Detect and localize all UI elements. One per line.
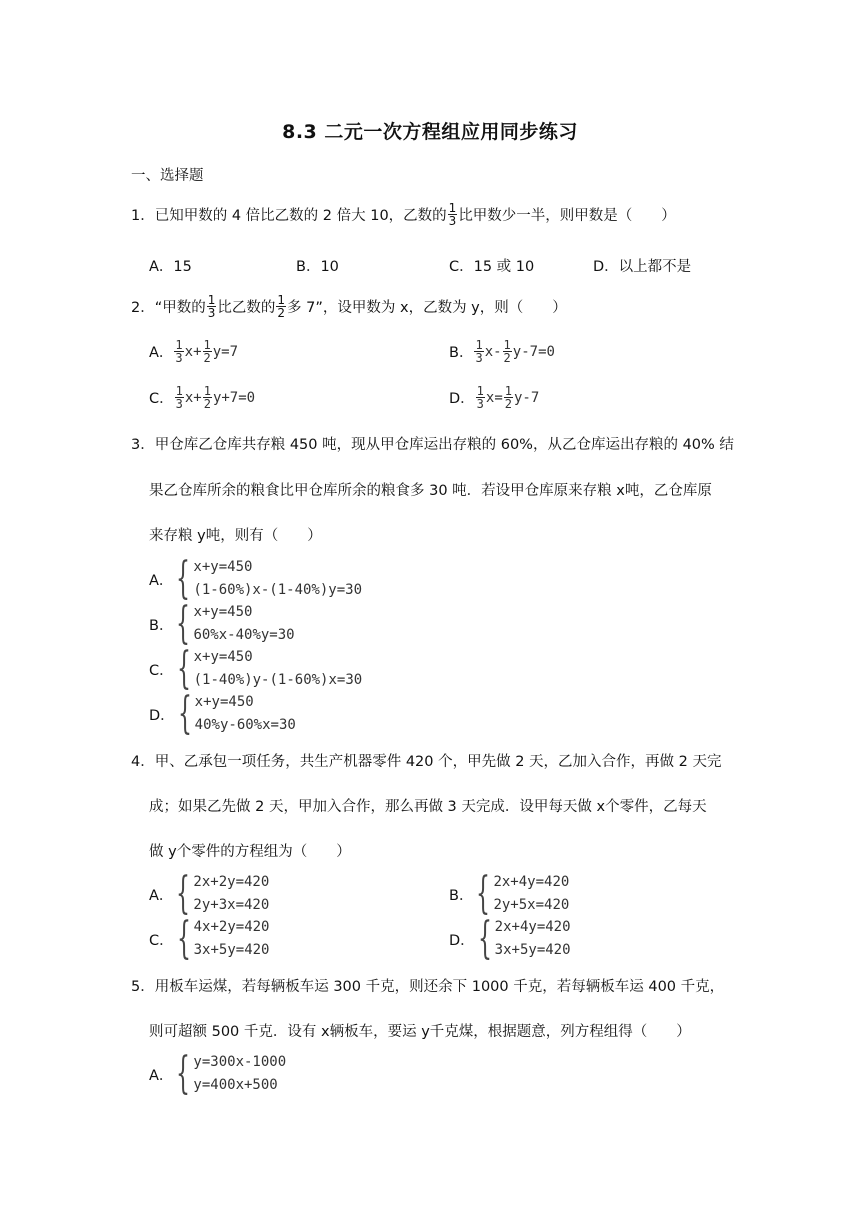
equation-system: { x+y=450 (1-60%)x-(1-40%)y=30	[176, 553, 362, 604]
page-title: 8.3 二元一次方程组应用同步练习	[282, 121, 578, 143]
question-4-line-1: 4．甲、乙承包一项任务，共生产机器零件 420 个，甲先做 2 天，乙加入合作，再做 2 天完	[131, 754, 722, 770]
question-5-line-2: 则可超额 500 千克．设有 x辆板车，要运 y千克煤，根据题意，列方程组得（ ）	[149, 1024, 691, 1040]
option-label: D．	[149, 707, 175, 724]
equation-system: { 4x+2y=420 3x+5y=420	[176, 913, 270, 964]
question-2-stem-part-a: 2．“甲数的	[131, 300, 206, 316]
q4-option-a	[149, 868, 270, 919]
fraction: $\frac{1}{2}$	[277, 293, 286, 320]
option-label: B．	[149, 617, 174, 634]
question-3-line-3: 来存粮 y吨，则有（ ）	[149, 528, 322, 544]
question-1-stem-part-a: 1．已知甲数的 4 倍比乙数的 2 倍大 10，乙数的	[131, 208, 447, 224]
question-5-line-1: 5．用板车运煤，若每辆板车运 300 千克，则还余下 1000 千克，若每辆板车运 400 千克，	[131, 979, 725, 995]
equation-system: { x+y=450 60%x-40%y=30	[176, 598, 295, 649]
equation-system: { 2x+2y=420 2y+3x=420	[176, 868, 270, 919]
question-2-stem	[131, 294, 567, 319]
q4-option-b	[449, 868, 570, 919]
question-4-line-3: 做 y个零件的方程组为（ ）	[149, 844, 351, 860]
fraction: $\frac{1}{3}$	[448, 201, 457, 228]
option-label: C．	[149, 391, 174, 407]
option-label: B．	[449, 345, 474, 361]
question-3-line-2: 果乙仓库所余的粮食比甲仓库所余的粮食多 30 吨．若设甲仓库原来存粮 x吨，乙仓库原	[149, 483, 712, 499]
option-label: C．	[149, 662, 174, 679]
option-label: A．	[149, 572, 174, 589]
q2-option-a	[149, 339, 238, 364]
q1-option-b: B．10	[296, 259, 339, 275]
option-label: B．	[449, 887, 474, 904]
q4-option-c	[149, 913, 270, 964]
equation: $\frac{1}{3}$ x+ $\frac{1}{2}$ y+7=0	[175, 384, 256, 411]
question-4-line-2: 成；如果乙先做 2 天，甲加入合作，那么再做 3 天完成．设甲每天做 x个零件，乙每天	[149, 799, 707, 815]
option-label: D．	[449, 391, 475, 407]
equation-system: { x+y=450 (1-40%)y-(1-60%)x=30	[176, 643, 363, 694]
q1-option-d: D．以上都不是	[593, 259, 692, 275]
q2-option-d	[449, 385, 539, 410]
equation: $\frac{1}{3}$ x+ $\frac{1}{2}$ y=7	[175, 338, 239, 365]
q2-option-b	[449, 339, 555, 364]
q4-option-d	[449, 913, 571, 964]
question-1-stem	[131, 202, 676, 227]
equation: $\frac{1}{3}$ x= $\frac{1}{2}$ y-7	[476, 384, 540, 411]
question-3-line-1: 3．甲仓库乙仓库共存粮 450 吨，现从甲仓库运出存粮的 60%，从乙仓库运出存粮的 40% 结	[131, 437, 734, 453]
q5-option-a	[149, 1048, 287, 1099]
question-2-stem-part-c: 多 7”，设甲数为 x，乙数为 y，则（ ）	[287, 300, 567, 316]
q3-option-b	[149, 598, 295, 649]
q1-option-c: C．15 或 10	[449, 259, 535, 275]
fraction: $\frac{1}{3}$	[207, 293, 216, 320]
question-1-stem-part-b: 比甲数少一半，则甲数是（ ）	[458, 208, 676, 224]
option-label: D．	[449, 932, 475, 949]
section-heading: 一、选择题	[131, 168, 204, 184]
q3-option-a	[149, 553, 362, 604]
option-label: A．	[149, 345, 174, 361]
question-2-stem-part-b: 比乙数的	[217, 300, 276, 316]
equation-system: { y=300x-1000 y=400x+500	[176, 1048, 287, 1099]
q2-option-c	[149, 385, 255, 410]
equation-system: { x+y=450 40%y-60%x=30	[177, 688, 296, 739]
option-label: A．	[149, 1067, 174, 1084]
q3-option-d	[149, 688, 296, 739]
q1-option-a: A．15	[149, 259, 192, 275]
q3-option-c	[149, 643, 363, 694]
equation-system: { 2x+4y=420 2y+5x=420	[476, 868, 570, 919]
equation: $\frac{1}{3}$ x- $\frac{1}{2}$ y-7=0	[475, 338, 555, 365]
equation-system: { 2x+4y=420 3x+5y=420	[477, 913, 571, 964]
option-label: A．	[149, 887, 174, 904]
option-label: C．	[149, 932, 174, 949]
